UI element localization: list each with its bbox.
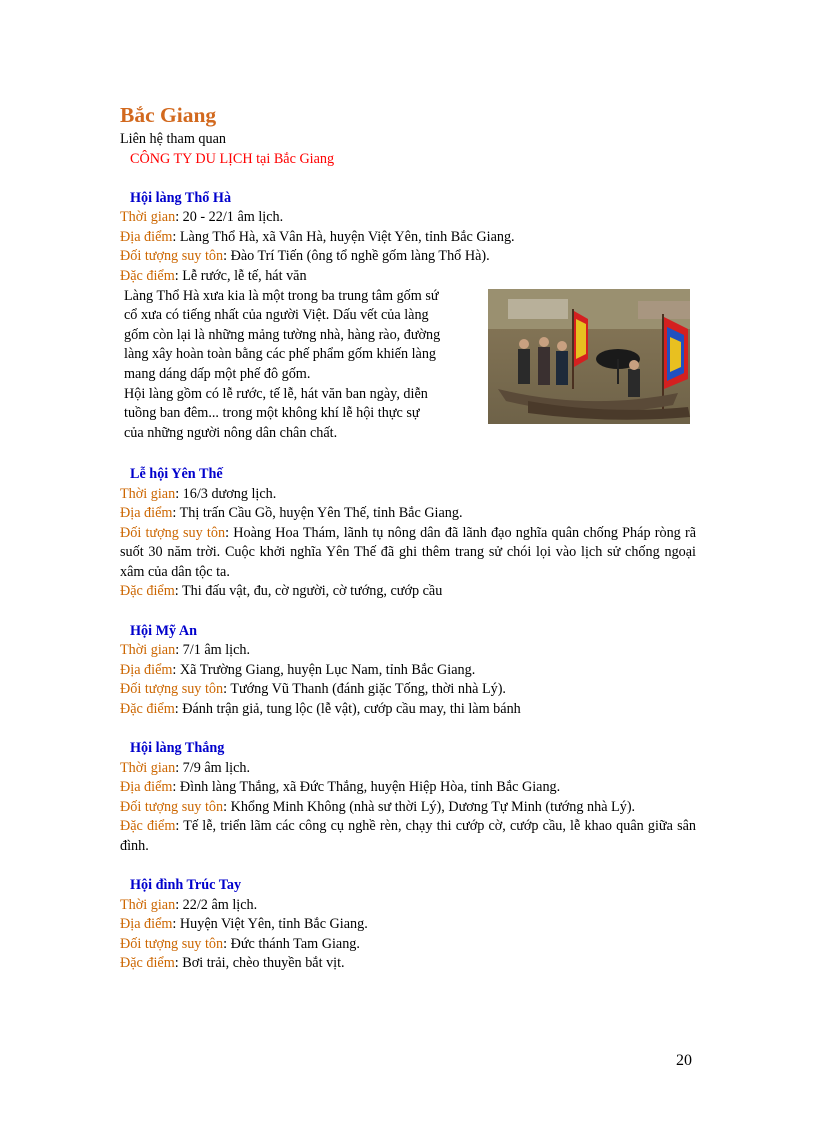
description-line: mang dáng dấp một phế đô gốm. xyxy=(124,366,311,383)
honored-label: Đối tượng suy tôn xyxy=(120,248,224,265)
place-value: : Xã Trường Giang, huyện Lục Nam, tỉnh Bắc Giang. xyxy=(172,661,476,678)
place-label: Địa điểm xyxy=(120,779,173,796)
feature-value: : Bơi trải, chèo thuyền bắt vịt. xyxy=(174,955,345,972)
honored-label: Đối tượng suy tôn xyxy=(120,935,224,952)
time-value: : 20 - 22/1 âm lịch. xyxy=(175,209,284,226)
feature-label: Đặc điểm xyxy=(120,818,176,835)
description-line: cổ xưa có tiếng nhất của người Việt. Dấu vết của làng xyxy=(124,307,429,324)
honored-value: : Đào Trí Tiến (ông tổ nghề gốm làng Thổ Hà). xyxy=(223,248,490,265)
festival-section xyxy=(120,622,696,720)
place-value: : Đình làng Thắng, xã Đức Thắng, huyện Hiệp Hòa, tỉnh Bắc Giang. xyxy=(172,779,561,796)
honored-value: : Đức thánh Tam Giang. xyxy=(223,935,360,952)
company-link[interactable]: CÔNG TY DU LỊCH tại Bắc Giang xyxy=(130,150,335,167)
honored-value: : Khổng Minh Không (nhà sư thời Lý), Dương Tự Minh (tướng nhà Lý). xyxy=(223,798,636,815)
festival-heading: Hội đình Trúc Tay xyxy=(130,877,242,894)
description-line: gốm còn lại là những mảng tường nhà, hàng rào, đường xyxy=(124,326,441,343)
place-value: : Thị trấn Cầu Gồ, huyện Yên Thế, tỉnh Bắc Giang. xyxy=(172,505,463,522)
place-value: : Làng Thổ Hà, xã Vân Hà, huyện Việt Yên, tỉnh Bắc Giang. xyxy=(172,228,515,245)
feature-label: Đặc điểm xyxy=(120,583,175,600)
place-label: Địa điểm xyxy=(120,916,173,933)
description-line: Làng Thổ Hà xưa kia là một trong ba trung tâm gốm sứ xyxy=(124,287,439,304)
place-label: Địa điểm xyxy=(120,505,173,522)
festival-section xyxy=(120,876,696,974)
feature-value: : Tế lễ, triển lãm các công cụ nghề rèn, chạy thi cướp cờ, cướp cầu, lễ khao quân giữa sân đình. xyxy=(120,818,696,854)
honored-label: Đối tượng suy tôn xyxy=(120,681,224,698)
place-value: : Huyện Việt Yên, tỉnh Bắc Giang. xyxy=(172,916,368,933)
description-line: của những người nông dân chân chất. xyxy=(124,424,338,441)
honored-label: Đối tượng suy tôn xyxy=(120,524,226,541)
festival-section xyxy=(120,189,696,444)
feature-value: : Thi đấu vật, đu, cờ người, cờ tướng, cướp cầu xyxy=(174,583,443,600)
time-label: Thời gian xyxy=(120,759,176,776)
festival-heading: Hội làng Thổ Hà xyxy=(130,189,232,206)
time-label: Thời gian xyxy=(120,209,176,226)
time-value: : 16/3 dương lịch. xyxy=(175,485,277,502)
festival-heading: Lễ hội Yên Thế xyxy=(130,465,223,482)
feature-label: Đặc điểm xyxy=(120,268,175,285)
festival-section xyxy=(120,465,696,602)
feature-value: : Đánh trận giả, tung lộc (lễ vật), cướp cầu may, thi làm bánh xyxy=(174,700,521,717)
time-value: : 7/1 âm lịch. xyxy=(175,642,251,659)
honored-value: : Hoàng Hoa Thám, lãnh tụ nông dân đã lãnh đạo nghĩa quân chống Pháp ròng rã suốt 30 năm trời. Cuộc khởi nghĩa Yên Thế đã ghi thêm trang sử chói lọi vào lịch sử chống ngoại xâm của dân tộc ta. xyxy=(120,524,696,580)
festival-heading: Hội Mỹ An xyxy=(130,622,198,639)
contact-label: Liên hệ tham quan xyxy=(120,131,226,147)
festival-section xyxy=(120,739,696,857)
honored-value: : Tướng Vũ Thanh (đánh giặc Tống, thời nhà Lý). xyxy=(223,681,506,698)
time-label: Thời gian xyxy=(120,896,176,913)
time-value: : 7/9 âm lịch. xyxy=(175,759,251,776)
feature-value: : Lễ rước, lễ tế, hát văn xyxy=(174,268,307,285)
time-value: : 22/2 âm lịch. xyxy=(175,896,258,913)
description-line: Hội làng gồm có lễ rước, tế lễ, hát văn ban ngày, diễn xyxy=(124,385,428,402)
honored-label: Đối tượng suy tôn xyxy=(120,798,224,815)
place-label: Địa điểm xyxy=(120,661,173,678)
festival-description xyxy=(120,287,489,444)
time-label: Thời gian xyxy=(120,642,176,659)
description-line: làng xây hoàn toàn bằng các phế phẩm gốm khiến làng xyxy=(124,346,437,363)
page-title: Bắc Giang xyxy=(120,103,217,127)
page-content xyxy=(120,100,696,974)
time-label: Thời gian xyxy=(120,485,176,502)
page-number: 20 xyxy=(676,1052,692,1069)
festival-heading: Hội làng Thắng xyxy=(130,740,225,757)
feature-label: Đặc điểm xyxy=(120,955,175,972)
place-label: Địa điểm xyxy=(120,228,173,245)
festival-photo xyxy=(488,289,690,424)
description-line: tuồng ban đêm... trong một không khí lễ hội thực sự xyxy=(124,405,420,422)
feature-label: Đặc điểm xyxy=(120,700,175,717)
